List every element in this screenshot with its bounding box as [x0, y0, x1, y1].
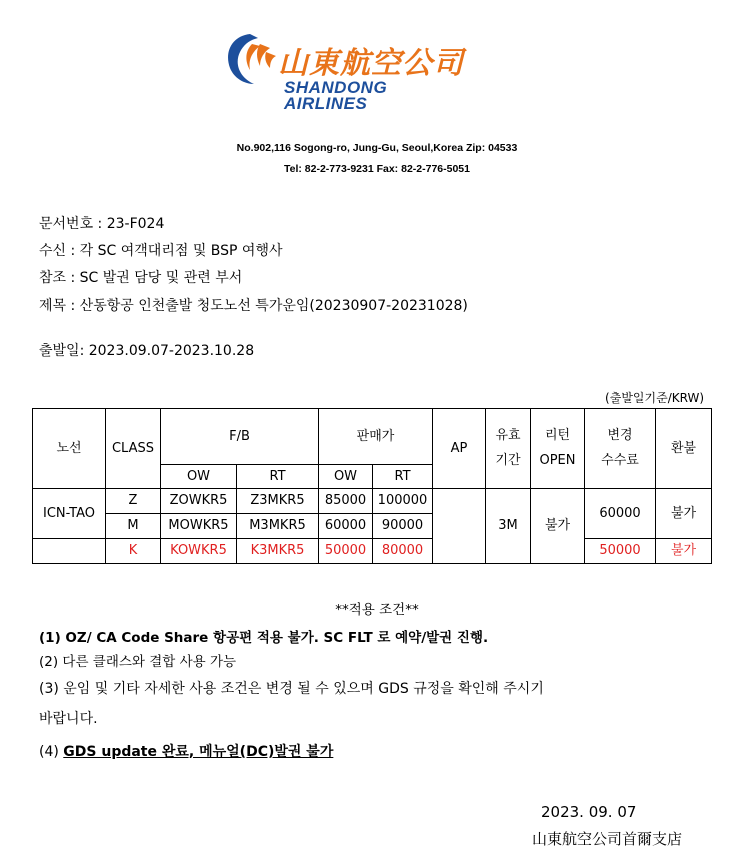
header-ap: AP	[433, 409, 486, 489]
condition-1: (1) OZ/ CA Code Share 항공편 적용 불가. SC FLT 로 예약/발권 진행.	[39, 630, 489, 646]
refund-cell: 불가	[656, 489, 712, 539]
header-return	[531, 409, 585, 489]
class-cell: K	[106, 539, 161, 564]
header-validity-line1: 유효	[495, 427, 521, 443]
header-fb-ow: OW	[161, 465, 237, 489]
recipient: 수신 : 각 SC 여객대리점 및 BSP 여행사	[39, 243, 283, 259]
price-ow-cell: 50000	[319, 539, 373, 564]
table-row	[33, 489, 712, 514]
header-validity-line2: 기간	[495, 452, 521, 468]
fare-table	[32, 408, 712, 564]
route-cell-empty	[33, 539, 106, 564]
price-ow-cell: 85000	[319, 489, 373, 514]
logo-english-line1: SHANDONG	[284, 78, 388, 97]
route-cell: ICN-TAO	[33, 489, 106, 539]
table-row-highlight	[33, 539, 712, 564]
header-price: 판매가	[319, 409, 433, 465]
company-address: No.902,116 Sogong-ro, Jung-Gu, Seoul,Korea Zip: 04533	[236, 142, 518, 154]
header-fb-rt: RT	[237, 465, 319, 489]
condition-4	[39, 741, 333, 761]
header-fare-basis: F/B	[161, 409, 319, 465]
company-phone: Tel: 82-2-773-9231 Fax: 82-2-776-5051	[283, 163, 470, 175]
fb-rt-cell: M3MKR5	[237, 514, 319, 539]
logo-english-line2: AIRLINES	[284, 94, 368, 113]
shandong-swirl-icon	[222, 30, 278, 88]
fb-ow-cell: MOWKR5	[161, 514, 237, 539]
header-class: CLASS	[106, 409, 161, 489]
fb-rt-cell: Z3MKR5	[237, 489, 319, 514]
travel-period: 출발일: 2023.09.07-2023.10.28	[39, 343, 255, 359]
header-refund: 환불	[656, 409, 712, 489]
change-fee-cell: 60000	[585, 489, 656, 539]
condition-3: (3) 운임 및 기타 자세한 사용 조건은 변경 될 수 있으며 GDS 규정을 확인해 주시기	[39, 681, 544, 697]
header-price-ow: OW	[319, 465, 373, 489]
condition-3-cont: 바랍니다.	[39, 711, 98, 727]
header-price-rt: RT	[373, 465, 433, 489]
price-rt-cell: 90000	[373, 514, 433, 539]
document-number: 문서번호 : 23-F024	[39, 216, 165, 232]
ap-cell	[433, 489, 486, 564]
return-open-cell: 불가	[531, 489, 585, 564]
header-change-line1: 변경	[607, 427, 633, 443]
price-ow-cell: 60000	[319, 514, 373, 539]
reference: 참조 : SC 발권 담당 및 관련 부서	[39, 270, 243, 286]
class-cell: M	[106, 514, 161, 539]
currency-note: (출발일기준/KRW)	[605, 391, 704, 405]
header-validity	[486, 409, 531, 489]
subject: 제목 : 산동항공 인천출발 청도노선 특가운임(20230907-20231028)	[39, 298, 468, 314]
price-rt-cell: 100000	[373, 489, 433, 514]
change-fee-cell: 50000	[585, 539, 656, 564]
fb-rt-cell: K3MKR5	[237, 539, 319, 564]
header-route: 노선	[33, 409, 106, 489]
header-change-line2: 수수료	[601, 452, 639, 468]
validity-cell: 3M	[486, 489, 531, 564]
price-rt-cell: 80000	[373, 539, 433, 564]
condition-2: (2) 다른 클래스와 결합 사용 가능	[39, 654, 237, 670]
issuing-office: 山東航空公司首爾支店	[532, 830, 683, 848]
condition-4-prefix: (4)	[39, 744, 64, 760]
header-return-line2: OPEN	[539, 452, 576, 468]
refund-cell: 불가	[656, 539, 712, 564]
class-cell: Z	[106, 489, 161, 514]
issue-date: 2023. 09. 07	[541, 803, 637, 821]
header-change-fee	[585, 409, 656, 489]
condition-4-text: GDS update 완료, 메뉴얼(DC)발권 불가	[63, 744, 334, 760]
fb-ow-cell: KOWKR5	[161, 539, 237, 564]
header-return-line1: 리턴	[544, 427, 571, 443]
shandong-logo	[222, 30, 522, 120]
conditions-title: **적용 조건**	[335, 602, 419, 618]
logo-chinese-name: 山東航空公司	[278, 46, 464, 81]
fb-ow-cell: ZOWKR5	[161, 489, 237, 514]
